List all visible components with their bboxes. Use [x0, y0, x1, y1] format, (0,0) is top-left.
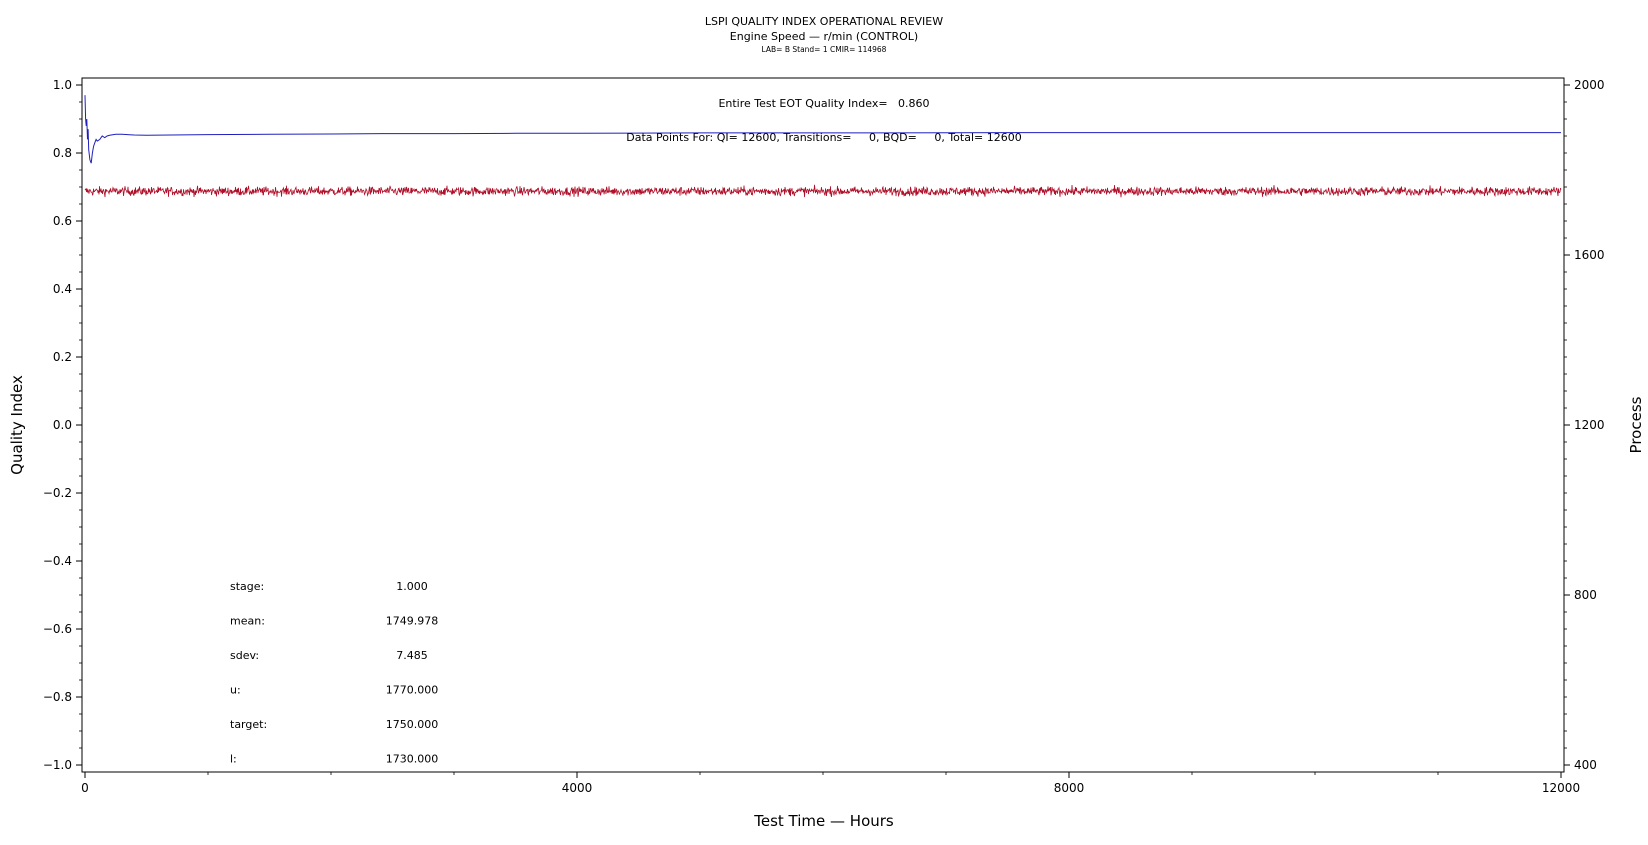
stat-value: 1730.000: [385, 752, 439, 766]
y2-tick-label: 800: [1574, 588, 1597, 602]
stat-value: 1750.000: [385, 718, 439, 731]
stats-block: [230, 580, 438, 766]
y-axis-title: Quality Index: [8, 375, 26, 475]
x-tick-label: 12000: [1541, 781, 1581, 795]
y-tick-label: 0.4: [52, 282, 72, 296]
qi-annotation: Entire Test EOT Quality Index= 0.860: [718, 97, 930, 110]
y-tick-label: −0.8: [42, 690, 72, 704]
y-tick-label: −0.6: [42, 622, 72, 636]
x-axis: [81, 772, 1580, 795]
chart-subtitle: Engine Speed — r/min (CONTROL): [729, 30, 919, 43]
stat-label: target:: [230, 718, 268, 731]
stat-label: mean:: [230, 614, 265, 628]
stat-value: 1770.000: [385, 683, 439, 697]
chart-title: LSPI QUALITY INDEX OPERATIONAL REVIEW: [704, 15, 944, 28]
left-axis: [43, 78, 82, 772]
chart-subsubtitle: LAB= B Stand= 1 CMIR= 114968: [761, 45, 887, 54]
y2-tick-label: 400: [1574, 758, 1597, 772]
stat-label: sdev:: [230, 649, 260, 662]
x-tick-label: 0: [81, 781, 89, 795]
stat-label: stage:: [230, 580, 265, 593]
y-tick-label: 1.0: [52, 78, 72, 92]
x-axis-title: Test Time — Hours: [754, 812, 894, 830]
stat-label: l:: [230, 752, 237, 766]
y-tick-label: 0.6: [52, 214, 72, 228]
stat-value: 7.485: [396, 649, 428, 662]
points-annotation: Data Points For: QI= 12600, Transitions= 0, BQD= 0, Total= 12600: [626, 131, 1022, 144]
y-tick-label: −0.2: [42, 486, 72, 500]
stat-value: 1.000: [396, 580, 428, 593]
x-tick-label: 4000: [561, 781, 593, 795]
series-layer: [85, 95, 1561, 197]
stat-label: u:: [230, 683, 241, 697]
plot-frame: [82, 78, 1564, 772]
y2-tick-label: 1200: [1574, 418, 1605, 432]
y-tick-label: −0.4: [42, 554, 72, 568]
y-tick-label: 0.8: [52, 146, 72, 160]
y-tick-label: 0.2: [52, 350, 72, 364]
y2-tick-label: 1600: [1574, 248, 1605, 262]
y-tick-label: −1.0: [42, 758, 72, 772]
y2-axis-title: Process: [1627, 396, 1645, 454]
stat-value: 1749.978: [385, 614, 439, 628]
x-tick-label: 8000: [1053, 781, 1085, 795]
right-axis: [1564, 78, 1605, 772]
process-series-line: [85, 185, 1561, 198]
y-tick-label: 0.0: [52, 418, 72, 432]
y2-tick-label: 2000: [1574, 78, 1605, 92]
